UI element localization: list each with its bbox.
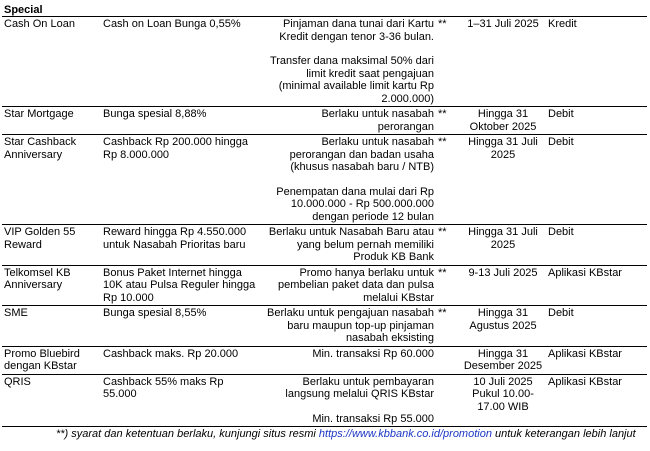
promo-benefit: Bunga spesial 8,88% — [101, 107, 261, 135]
section-title: Special — [4, 4, 43, 16]
promo-type: Debit — [546, 107, 647, 135]
footnote-suffix: untuk keterangan lebih lanjut — [495, 428, 636, 440]
promo-terms — [261, 346, 436, 374]
promo-name: SME — [2, 306, 101, 347]
promo-terms — [261, 306, 436, 347]
promo-name: Promo Bluebird dengan KBstar — [2, 346, 101, 374]
table-row — [2, 374, 647, 427]
promo-name: Cash On Loan — [2, 17, 101, 107]
table-row — [2, 306, 647, 347]
promo-terms-paragraph: Transfer dana maksimal 50% dari limit kredit saat pengajuan (minimal available limit kartu Rp 2.000.000) — [269, 55, 434, 105]
footnote-text: **) syarat dan ketentuan berlaku, kunjungi situs resmi — [56, 428, 316, 440]
promo-period: Hingga 31 Agustus 2025 — [460, 306, 546, 347]
promo-terms-paragraph: Min. transaksi Rp 60.000 — [312, 347, 434, 360]
promo-period: 9-13 Juli 2025 — [460, 265, 546, 306]
promo-type: Aplikasi KBstar — [546, 374, 647, 427]
promo-terms-paragraph: Berlaku untuk pengajuan nasabah baru maupun top-up pinjaman nasabah eksisting — [267, 307, 434, 344]
promo-name: Telkomsel KB Anniversary — [2, 265, 101, 306]
terms-mark — [436, 346, 460, 374]
promo-benefit: Bunga spesial 8,55% — [101, 306, 261, 347]
promo-terms — [261, 374, 436, 427]
promo-period: Hingga 31 Desember 2025 — [460, 346, 546, 374]
table-row — [2, 265, 647, 306]
promo-name: QRIS — [2, 374, 101, 427]
promo-period: 10 Juli 2025 Pukul 10.00-17.00 WIB — [460, 374, 546, 427]
table-row — [2, 346, 647, 374]
promo-period: Hingga 31 Juli 2025 — [460, 135, 546, 225]
promo-benefit: Cashback maks. Rp 20.000 — [101, 346, 261, 374]
promo-terms-paragraph: Berlaku untuk Nasabah Baru atau yang belum pernah memiliki Produk KB Bank — [268, 226, 434, 263]
promo-period: Hingga 31 Juli 2025 — [460, 225, 546, 266]
promo-terms-paragraph: Promo hanya berlaku untuk pembelian paket data dan pulsa melalui KBstar — [278, 266, 434, 304]
terms-mark: ** — [436, 265, 460, 306]
promo-terms-paragraph: Pinjaman dana tunai dari Kartu Kredit dengan tenor 3-36 bulan. — [279, 18, 434, 43]
promo-terms — [261, 265, 436, 306]
table-row — [2, 225, 647, 266]
table-row — [2, 135, 647, 225]
promo-period: Hingga 31 Oktober 2025 — [460, 107, 546, 135]
promo-benefit: Cashback 55% maks Rp 55.000 — [101, 374, 261, 427]
promo-terms — [261, 135, 436, 225]
promo-name: VIP Golden 55 Reward — [2, 225, 101, 266]
promo-benefit: Reward hingga Rp 4.550.000 untuk Nasabah Prioritas baru — [101, 225, 261, 266]
promo-table — [2, 16, 647, 427]
terms-mark: ** — [436, 306, 460, 347]
promo-benefit: Cashback Rp 200.000 hingga Rp 8.000.000 — [101, 135, 261, 225]
promo-name: Star Mortgage — [2, 107, 101, 135]
promo-type: Kredit — [546, 17, 647, 107]
promo-type: Aplikasi KBstar — [546, 346, 647, 374]
promo-benefit: Bonus Paket Internet hingga 10K atau Pulsa Reguler hingga Rp 10.000 — [101, 265, 261, 306]
terms-mark — [436, 374, 460, 427]
terms-mark: ** — [436, 135, 460, 225]
footnote — [56, 428, 636, 440]
promo-type: Debit — [546, 306, 647, 347]
terms-mark: ** — [436, 17, 460, 107]
promo-period: 1–31 Juli 2025 — [460, 17, 546, 107]
promo-terms-paragraph: Berlaku untuk pembayaran langsung melalui QRIS KBstar — [285, 375, 434, 400]
promo-terms-paragraph: Penempatan dana mulai dari Rp 10.000.000 - Rp 500.000.000 dengan periode 12 bulan — [276, 185, 434, 223]
promo-type: Debit — [546, 225, 647, 266]
promo-type: Debit — [546, 135, 647, 225]
promo-terms-paragraph: Min. transaksi Rp 55.000 — [312, 412, 434, 425]
promo-terms — [261, 225, 436, 266]
promo-terms — [261, 107, 436, 135]
terms-mark: ** — [436, 225, 460, 266]
promo-benefit: Cash on Loan Bunga 0,55% — [101, 17, 261, 107]
promo-terms — [261, 17, 436, 107]
promotion-link[interactable]: https://www.kbbank.co.id/promotion — [318, 428, 492, 440]
promo-terms-paragraph: Berlaku untuk nasabah perorangan — [321, 108, 434, 133]
terms-mark: ** — [436, 107, 460, 135]
promo-name: Star Cashback Anniversary — [2, 135, 101, 225]
table-row — [2, 107, 647, 135]
promo-terms-paragraph: Berlaku untuk nasabah perorangan dan badan usaha (khusus nasabah baru / NTB) — [289, 136, 434, 173]
promo-type: Aplikasi KBstar — [546, 265, 647, 306]
table-row — [2, 17, 647, 107]
